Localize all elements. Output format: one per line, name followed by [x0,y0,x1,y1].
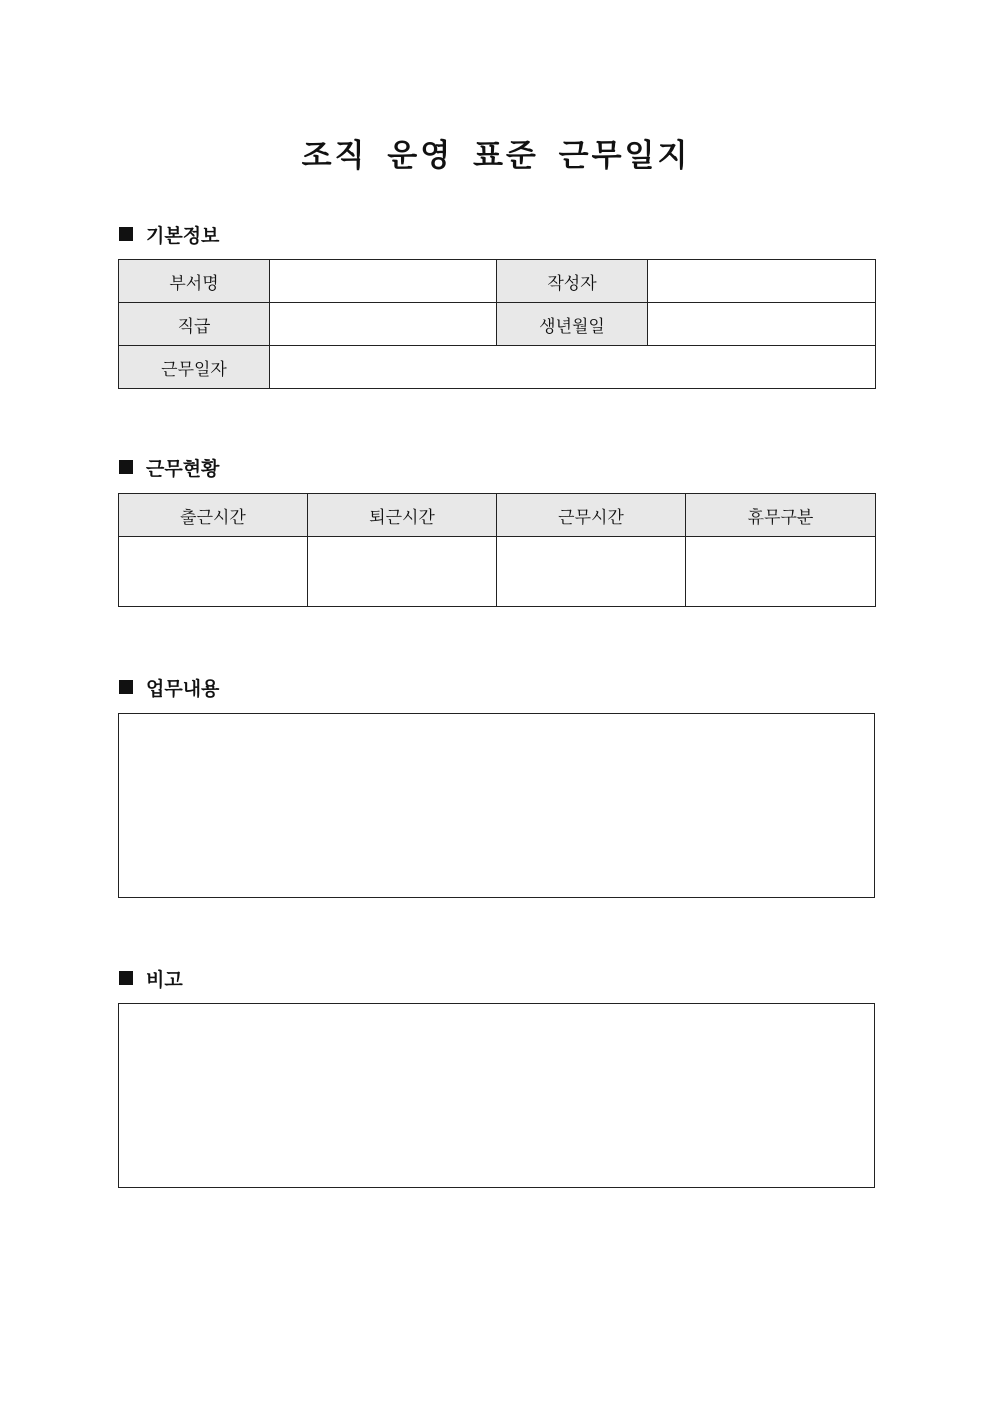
check-out-time-header: 퇴근시간 [308,494,497,537]
work-content-box[interactable] [118,713,875,898]
table-header-row [119,494,876,537]
square-bullet-icon [119,227,133,241]
section-heading-work-status [119,454,219,480]
check-out-time-field[interactable] [308,537,497,607]
birthdate-label: 생년월일 [497,303,648,346]
birthdate-field[interactable] [648,303,876,346]
section-heading-label: 비고 [146,968,183,991]
work-hours-header: 근무시간 [497,494,686,537]
position-field[interactable] [270,303,497,346]
page-title: 조직 운영 표준 근무일지 [301,138,691,174]
section-heading-remarks [119,965,183,991]
table-row [119,346,876,389]
table-row [119,303,876,346]
square-bullet-icon [119,460,133,474]
department-field[interactable] [270,260,497,303]
work-date-label: 근무일자 [119,346,270,389]
position-label: 직급 [119,303,270,346]
department-label: 부서명 [119,260,270,303]
table-row [119,260,876,303]
writer-label: 작성자 [497,260,648,303]
work-hours-field[interactable] [497,537,686,607]
square-bullet-icon [119,971,133,985]
remarks-box[interactable] [118,1003,875,1188]
table-row [119,537,876,607]
section-heading-label: 근무현황 [146,457,220,480]
check-in-time-field[interactable] [119,537,308,607]
check-in-time-header: 출근시간 [119,494,308,537]
square-bullet-icon [119,680,133,694]
section-heading-basic-info [119,221,219,247]
writer-field[interactable] [648,260,876,303]
section-heading-label: 업무내용 [146,677,220,700]
leave-type-header: 휴무구분 [686,494,876,537]
basic-info-table [118,259,876,389]
section-heading-label: 기본정보 [146,224,220,247]
work-status-table [118,493,876,607]
work-date-field[interactable] [270,346,876,389]
section-heading-work-content [119,674,219,700]
leave-type-field[interactable] [686,537,876,607]
